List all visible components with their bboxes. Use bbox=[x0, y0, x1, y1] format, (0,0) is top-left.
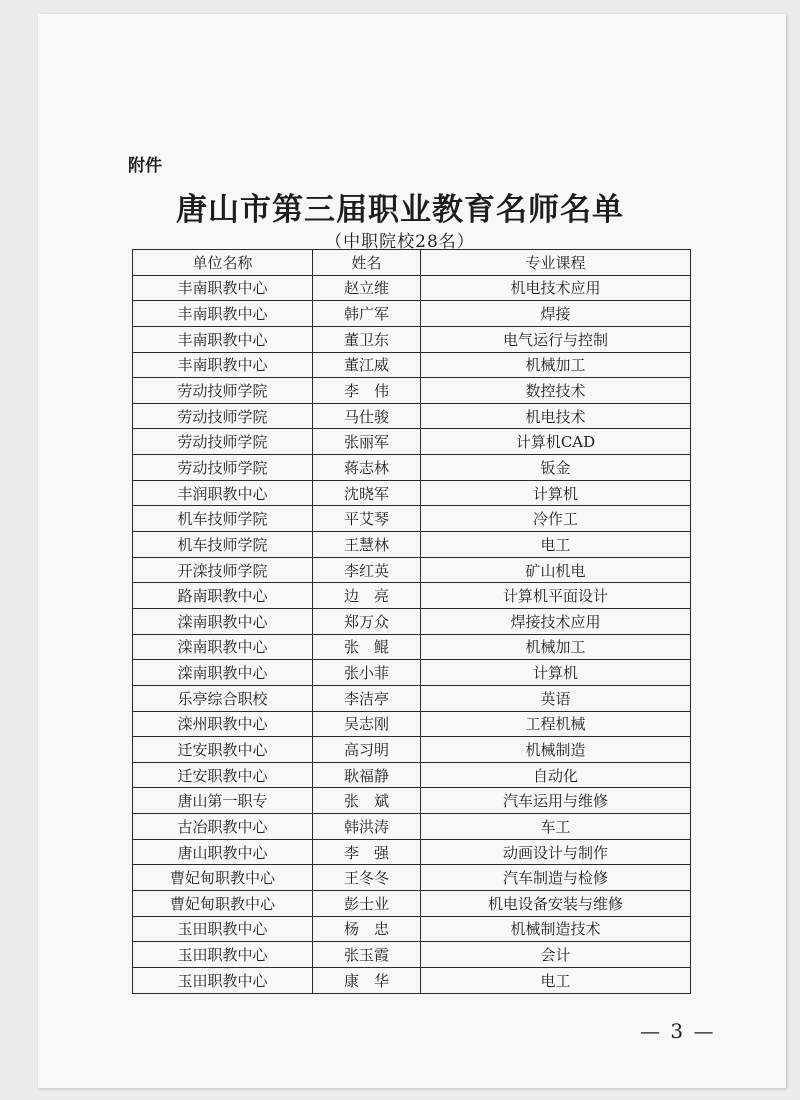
cell-course: 机电技术 bbox=[421, 403, 691, 429]
cell-course: 机械制造技术 bbox=[421, 916, 691, 942]
table-row bbox=[133, 403, 691, 429]
cell-name: 马仕骏 bbox=[313, 403, 421, 429]
cell-course: 冷作工 bbox=[421, 506, 691, 532]
document-title: 唐山市第三届职业教育名师名单 bbox=[176, 192, 624, 228]
cell-unit: 丰南职教中心 bbox=[133, 326, 313, 352]
cell-name: 康 华 bbox=[313, 967, 421, 993]
table-row bbox=[133, 532, 691, 558]
cell-name: 李 强 bbox=[313, 839, 421, 865]
cell-name: 王冬冬 bbox=[313, 865, 421, 891]
table-header-row bbox=[133, 250, 691, 276]
cell-unit: 劳动技师学院 bbox=[133, 429, 313, 455]
cell-course: 机械加工 bbox=[421, 634, 691, 660]
cell-unit: 开滦技师学院 bbox=[133, 557, 313, 583]
cell-course: 电气运行与控制 bbox=[421, 326, 691, 352]
table-row bbox=[133, 608, 691, 634]
cell-name: 高习明 bbox=[313, 737, 421, 763]
table-row bbox=[133, 967, 691, 993]
cell-name: 韩广军 bbox=[313, 301, 421, 327]
table-row bbox=[133, 865, 691, 891]
cell-unit: 路南职教中心 bbox=[133, 583, 313, 609]
cell-course: 计算机平面设计 bbox=[421, 583, 691, 609]
table-row bbox=[133, 506, 691, 532]
table-row bbox=[133, 711, 691, 737]
cell-name: 边 亮 bbox=[313, 583, 421, 609]
table-row bbox=[133, 891, 691, 917]
table-row bbox=[133, 455, 691, 481]
cell-name: 蒋志林 bbox=[313, 455, 421, 481]
header-unit: 单位名称 bbox=[133, 250, 313, 276]
cell-name: 李洁亭 bbox=[313, 685, 421, 711]
cell-unit: 机车技师学院 bbox=[133, 532, 313, 558]
table-row bbox=[133, 839, 691, 865]
cell-unit: 玉田职教中心 bbox=[133, 942, 313, 968]
cell-name: 彭士业 bbox=[313, 891, 421, 917]
cell-unit: 古冶职教中心 bbox=[133, 814, 313, 840]
table-row bbox=[133, 737, 691, 763]
cell-unit: 迁安职教中心 bbox=[133, 762, 313, 788]
cell-name: 李红英 bbox=[313, 557, 421, 583]
cell-course: 会计 bbox=[421, 942, 691, 968]
table-row bbox=[133, 660, 691, 686]
cell-course: 英语 bbox=[421, 685, 691, 711]
cell-name: 王慧林 bbox=[313, 532, 421, 558]
cell-course: 矿山机电 bbox=[421, 557, 691, 583]
cell-course: 计算机 bbox=[421, 660, 691, 686]
cell-unit: 乐亭综合职校 bbox=[133, 685, 313, 711]
cell-course: 机械加工 bbox=[421, 352, 691, 378]
table-row bbox=[133, 557, 691, 583]
cell-unit: 劳动技师学院 bbox=[133, 403, 313, 429]
cell-course: 电工 bbox=[421, 532, 691, 558]
cell-unit: 劳动技师学院 bbox=[133, 455, 313, 481]
cell-course: 机电设备安装与维修 bbox=[421, 891, 691, 917]
table-row bbox=[133, 916, 691, 942]
cell-unit: 丰润职教中心 bbox=[133, 480, 313, 506]
header-name: 姓名 bbox=[313, 250, 421, 276]
cell-unit: 丰南职教中心 bbox=[133, 352, 313, 378]
table-row bbox=[133, 352, 691, 378]
cell-name: 张小菲 bbox=[313, 660, 421, 686]
table-row bbox=[133, 480, 691, 506]
cell-unit: 迁安职教中心 bbox=[133, 737, 313, 763]
cell-name: 李 伟 bbox=[313, 378, 421, 404]
cell-unit: 曹妃甸职教中心 bbox=[133, 891, 313, 917]
cell-course: 机械制造 bbox=[421, 737, 691, 763]
table-row bbox=[133, 275, 691, 301]
cell-name: 董江威 bbox=[313, 352, 421, 378]
cell-course: 车工 bbox=[421, 814, 691, 840]
document-subtitle: （中职院校28名） bbox=[325, 232, 475, 252]
cell-name: 董卫东 bbox=[313, 326, 421, 352]
table-body bbox=[133, 275, 691, 993]
cell-course: 计算机CAD bbox=[421, 429, 691, 455]
teacher-list-table bbox=[132, 249, 691, 994]
cell-name: 吴志刚 bbox=[313, 711, 421, 737]
cell-name: 赵立维 bbox=[313, 275, 421, 301]
cell-name: 张丽军 bbox=[313, 429, 421, 455]
attachment-label: 附件 bbox=[128, 156, 162, 176]
cell-name: 杨 忠 bbox=[313, 916, 421, 942]
cell-course: 工程机械 bbox=[421, 711, 691, 737]
cell-unit: 丰南职教中心 bbox=[133, 275, 313, 301]
cell-name: 张 鲲 bbox=[313, 634, 421, 660]
table-row bbox=[133, 378, 691, 404]
table-row bbox=[133, 583, 691, 609]
cell-course: 汽车制造与检修 bbox=[421, 865, 691, 891]
cell-unit: 曹妃甸职教中心 bbox=[133, 865, 313, 891]
cell-course: 电工 bbox=[421, 967, 691, 993]
cell-unit: 唐山职教中心 bbox=[133, 839, 313, 865]
table-row bbox=[133, 814, 691, 840]
table-row bbox=[133, 762, 691, 788]
table-row bbox=[133, 326, 691, 352]
cell-course: 机电技术应用 bbox=[421, 275, 691, 301]
table-row bbox=[133, 942, 691, 968]
table-row bbox=[133, 301, 691, 327]
table-row bbox=[133, 634, 691, 660]
cell-course: 焊接 bbox=[421, 301, 691, 327]
table-row bbox=[133, 685, 691, 711]
table-row bbox=[133, 429, 691, 455]
cell-unit: 唐山第一职专 bbox=[133, 788, 313, 814]
cell-name: 张 斌 bbox=[313, 788, 421, 814]
cell-unit: 机车技师学院 bbox=[133, 506, 313, 532]
cell-name: 沈晓军 bbox=[313, 480, 421, 506]
header-course: 专业课程 bbox=[421, 250, 691, 276]
cell-unit: 玉田职教中心 bbox=[133, 916, 313, 942]
cell-course: 计算机 bbox=[421, 480, 691, 506]
table-row bbox=[133, 788, 691, 814]
cell-name: 平艾琴 bbox=[313, 506, 421, 532]
cell-unit: 滦南职教中心 bbox=[133, 608, 313, 634]
cell-unit: 滦南职教中心 bbox=[133, 660, 313, 686]
cell-name: 张玉霞 bbox=[313, 942, 421, 968]
page-number: — 3 — bbox=[640, 1019, 716, 1043]
cell-name: 郑万众 bbox=[313, 608, 421, 634]
cell-name: 耿福静 bbox=[313, 762, 421, 788]
cell-course: 汽车运用与维修 bbox=[421, 788, 691, 814]
cell-course: 钣金 bbox=[421, 455, 691, 481]
cell-unit: 滦州职教中心 bbox=[133, 711, 313, 737]
cell-unit: 丰南职教中心 bbox=[133, 301, 313, 327]
cell-name: 韩洪涛 bbox=[313, 814, 421, 840]
cell-unit: 玉田职教中心 bbox=[133, 967, 313, 993]
cell-course: 动画设计与制作 bbox=[421, 839, 691, 865]
cell-unit: 劳动技师学院 bbox=[133, 378, 313, 404]
cell-course: 自动化 bbox=[421, 762, 691, 788]
cell-unit: 滦南职教中心 bbox=[133, 634, 313, 660]
cell-course: 焊接技术应用 bbox=[421, 608, 691, 634]
cell-course: 数控技术 bbox=[421, 378, 691, 404]
